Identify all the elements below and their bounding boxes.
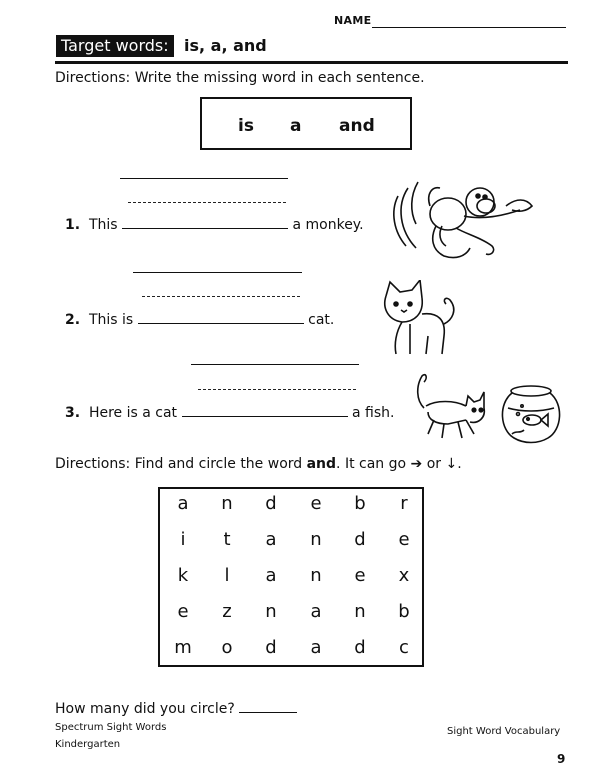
grid-letter[interactable]: k	[177, 565, 189, 586]
grid-letter[interactable]: e	[398, 529, 410, 550]
grid-letter[interactable]: n	[221, 493, 233, 514]
cat-illustration	[380, 280, 460, 358]
dash-line-3	[198, 389, 356, 390]
grid-letter[interactable]: b	[398, 601, 410, 622]
answer-blank-3[interactable]	[182, 404, 348, 417]
target-words: is, a, and	[184, 36, 267, 55]
sentence-text: Here is a cat	[88, 405, 178, 421]
directions-text: . It can go ➔ or ↓.	[336, 456, 462, 472]
sentence-number: 3.	[65, 405, 81, 421]
trace-line-2[interactable]	[133, 272, 302, 273]
trace-line-1[interactable]	[120, 178, 288, 179]
word-search-grid	[158, 487, 424, 667]
word-bank-a: a	[290, 116, 302, 136]
grid-letter[interactable]: d	[265, 493, 277, 514]
word-bank	[200, 97, 412, 150]
answer-blank-2[interactable]	[138, 311, 304, 324]
grid-letter[interactable]: d	[354, 529, 366, 550]
grid-letter[interactable]: c	[399, 637, 409, 658]
sentence-text: a fish.	[351, 405, 395, 421]
grid-letter[interactable]: r	[400, 493, 408, 514]
grade-label: Kindergarten	[55, 739, 121, 750]
sentence-2	[65, 311, 334, 328]
book-title: Spectrum Sight Words	[55, 722, 167, 733]
sentence-text: cat.	[308, 312, 335, 328]
directions-text: Directions: Find and circle the word	[55, 456, 307, 472]
circle-count-question	[55, 699, 297, 717]
sentence-1	[65, 216, 364, 233]
grid-letter[interactable]: d	[354, 637, 366, 658]
grid-letter[interactable]: n	[265, 601, 277, 622]
grid-letter[interactable]: a	[177, 493, 189, 514]
directions-write: Directions: Write the missing word in each sentence.	[55, 70, 425, 86]
grid-letter[interactable]: n	[354, 601, 366, 622]
grid-letter[interactable]: n	[310, 529, 322, 550]
target-words-label: Target words:	[56, 35, 174, 57]
grid-letter[interactable]: d	[265, 637, 277, 658]
sentence-3	[65, 404, 394, 421]
trace-line-3[interactable]	[191, 364, 359, 365]
section-label: Sight Word Vocabulary	[447, 726, 561, 737]
grid-letter[interactable]: m	[174, 637, 192, 658]
grid-letter[interactable]: x	[398, 565, 410, 586]
header-rule	[55, 61, 568, 64]
directions-bold-word: and	[306, 456, 337, 472]
grid-letter[interactable]: o	[221, 637, 233, 658]
grid-letter[interactable]: b	[354, 493, 366, 514]
circle-count-blank[interactable]	[239, 699, 297, 713]
grid-letter[interactable]: a	[310, 601, 322, 622]
grid-letter[interactable]: e	[310, 493, 322, 514]
sentence-text: This is	[88, 312, 134, 328]
grid-letter[interactable]: a	[265, 565, 277, 586]
sentence-number: 2.	[65, 312, 81, 328]
grid-letter[interactable]: z	[222, 601, 232, 622]
monkey-illustration	[386, 176, 538, 262]
page-number: 9	[557, 752, 566, 766]
grid-letter[interactable]: e	[177, 601, 189, 622]
walking-cat-illustration	[414, 372, 490, 444]
sentence-number: 1.	[65, 217, 81, 233]
grid-letter[interactable]: e	[354, 565, 366, 586]
name-label: NAME	[334, 14, 372, 27]
fishbowl-illustration	[498, 384, 564, 444]
name-field[interactable]	[372, 27, 566, 28]
word-bank-and: and	[339, 116, 375, 136]
dash-line-1	[128, 202, 286, 203]
answer-blank-1[interactable]	[122, 216, 288, 229]
word-bank-is: is	[238, 116, 254, 136]
grid-letter[interactable]: a	[265, 529, 277, 550]
sentence-text: a monkey.	[292, 217, 364, 233]
directions-circle	[55, 456, 462, 472]
grid-letter[interactable]: a	[310, 637, 322, 658]
grid-letter[interactable]: i	[180, 529, 186, 550]
sentence-text: This	[88, 217, 118, 233]
grid-letter[interactable]: l	[224, 565, 230, 586]
grid-letter[interactable]: t	[223, 529, 231, 550]
grid-letter[interactable]: n	[310, 565, 322, 586]
question-text: How many did you circle?	[55, 701, 235, 717]
dash-line-2	[142, 296, 300, 297]
